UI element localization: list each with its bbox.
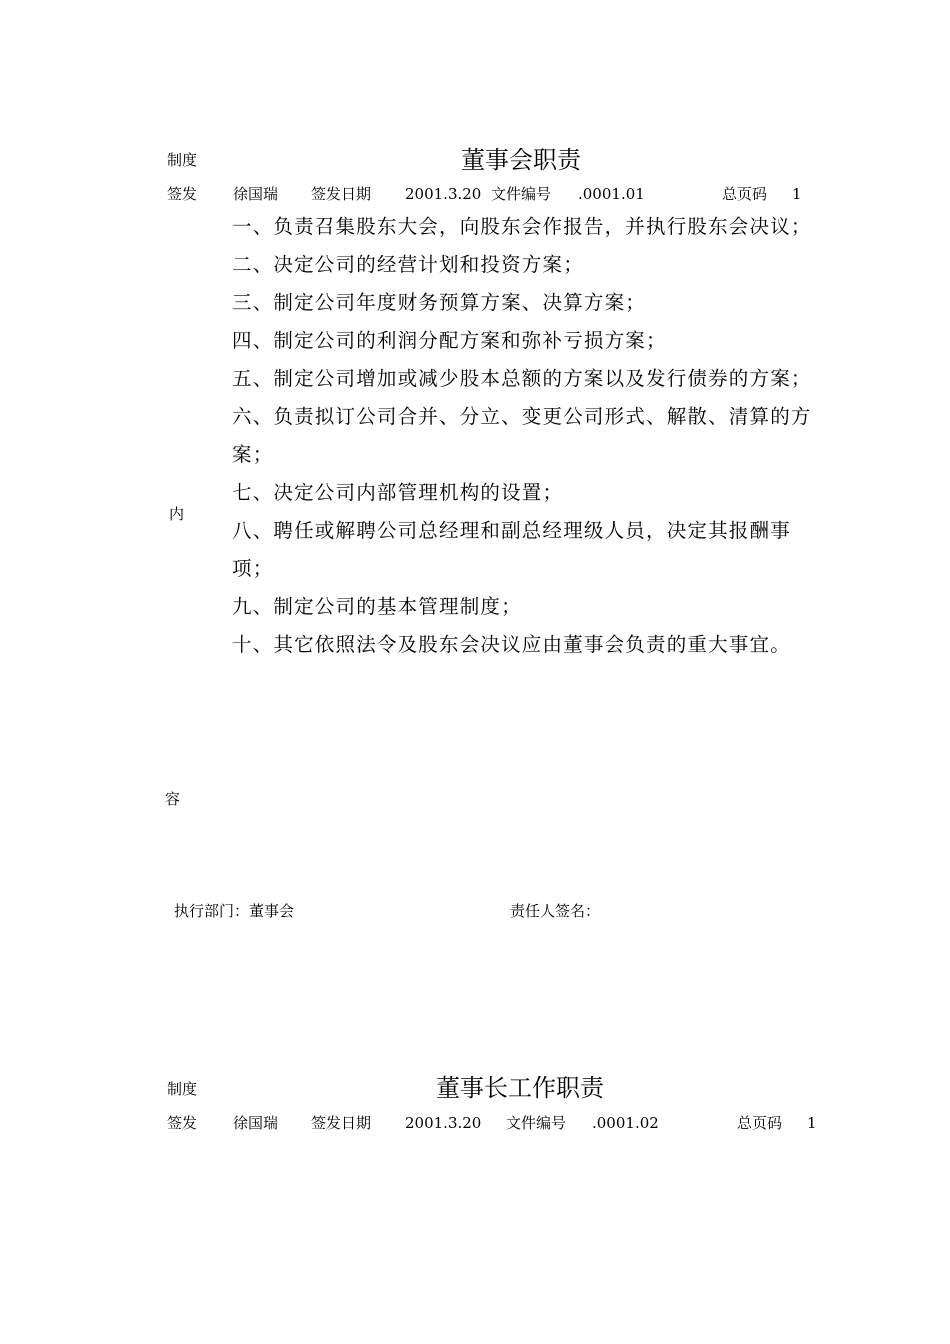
duty-item: 七、决定公司内部管理机构的设置； xyxy=(232,481,564,504)
issue-date: 2001.3.20 xyxy=(405,1114,482,1132)
label-total-pages: 总页码 xyxy=(737,1114,783,1132)
duty-item: 八、聘任或解聘公司总经理和副总经理级人员，决定其报酬事项； xyxy=(232,519,791,580)
duty-item: 五、制定公司增加或减少股本总额的方案以及发行债券的方案； xyxy=(232,367,812,390)
executing-department: 执行部门：董事会 xyxy=(174,902,295,920)
label-nei: 内 xyxy=(169,505,185,523)
duty-item: 四、制定公司的利润分配方案和弥补亏损方案； xyxy=(232,329,667,352)
label-file-number: 文件编号 xyxy=(491,185,552,203)
duty-item: 二、决定公司的经营计划和投资方案； xyxy=(232,253,584,276)
doc-title: 董事长工作职责 xyxy=(436,1074,604,1102)
label-total-pages: 总页码 xyxy=(722,185,768,203)
total-pages: 1 xyxy=(807,1114,817,1132)
total-pages: 1 xyxy=(792,185,802,203)
label-issue-date: 签发日期 xyxy=(311,185,372,203)
label-qianfa: 签发 xyxy=(167,1114,198,1132)
file-number: .0001.02 xyxy=(592,1114,659,1132)
label-zhidu: 制度 xyxy=(167,1080,198,1098)
duty-item: 十、其它依照法令及股东会决议应由董事会负责的重大事宜。 xyxy=(232,633,791,656)
duty-item: 九、制定公司的基本管理制度； xyxy=(232,595,522,618)
signer-name: 徐国瑞 xyxy=(233,1114,279,1132)
file-number: .0001.01 xyxy=(578,185,645,203)
label-zhidu: 制度 xyxy=(167,151,198,169)
responsible-signature: 责任人签名： xyxy=(510,902,601,920)
duty-item: 三、制定公司年度财务预算方案、决算方案； xyxy=(232,291,647,314)
label-file-number: 文件编号 xyxy=(506,1114,567,1132)
label-issue-date: 签发日期 xyxy=(311,1114,372,1132)
label-qianfa: 签发 xyxy=(167,185,198,203)
duties-list xyxy=(232,208,816,664)
issue-date: 2001.3.20 xyxy=(405,185,482,203)
label-rong: 容 xyxy=(165,790,181,808)
signer-name: 徐国瑞 xyxy=(233,185,279,203)
duty-item: 六、负责拟订公司合并、分立、变更公司形式、解散、清算的方案； xyxy=(232,405,812,466)
doc-title: 董事会职责 xyxy=(461,146,581,174)
duty-item: 一、负责召集股东大会，向股东会作报告，并执行股东会决议； xyxy=(232,215,812,238)
